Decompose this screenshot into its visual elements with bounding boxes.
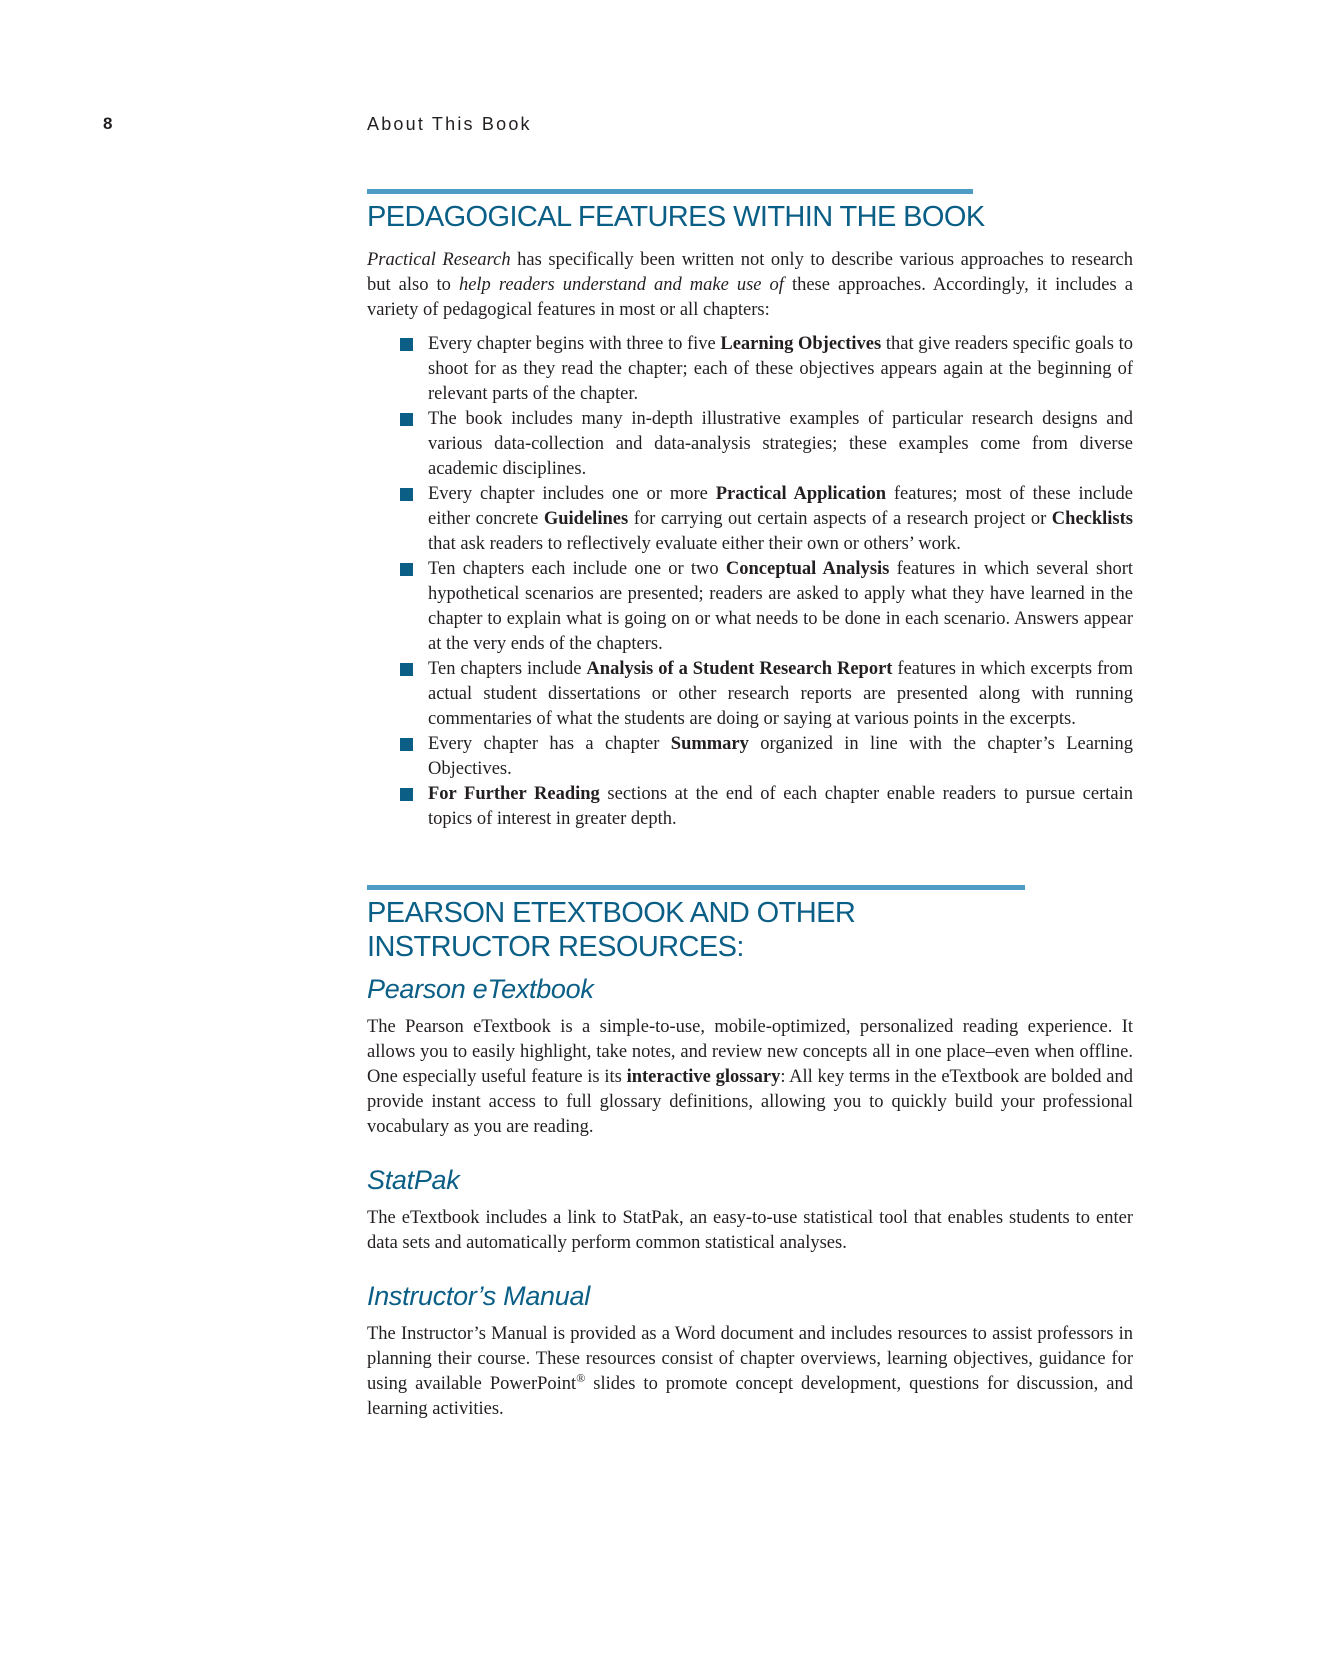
list-item: Every chapter has a chapter Summary organized in line with the chapter’s Learning Objectives. <box>428 732 1133 782</box>
list-item: Ten chapters each include one or two Conceptual Analysis features in which several short hypothetical scenarios are presented; readers are asked to apply what they have learned in the chapter to explain what is going on or what needs to be done in each scenario. Answers appear at the very ends of the chapters. <box>428 557 1133 657</box>
statpak-paragraph: The eTextbook includes a link to StatPak, an easy-to-use statistical tool that enables students to enter data sets and automatically perform common statistical analyses. <box>367 1208 1133 1253</box>
subheading-statpak: StatPak <box>367 1165 460 1195</box>
etextbook-paragraph: The Pearson eTextbook is a simple-to-use, mobile-optimized, personalized reading experience. It allows you to easily highlight, take notes, and review new concepts all in one place–even when offline. One especially useful feature is its interactive glossary: All key terms in the eTextbook are bolded and provide instant access to full glossary definitions, allowing you to quickly build your professional vocabulary as you are reading. <box>367 1017 1133 1137</box>
subheading-instructors-manual: Instructor’s Manual <box>367 1281 590 1311</box>
list-item: The book includes many in-depth illustrative examples of particular research designs and various data-collection and data-analysis strategies; these examples come from diverse academic disciplines. <box>428 407 1133 482</box>
running-head: About This Book <box>367 114 532 134</box>
manual-paragraph: The Instructor’s Manual is provided as a Word document and includes resources to assist professors in planning their course. These resources consist of chapter overviews, learning objectives, guidance for using available PowerPoint® slides to promote concept development, questions for discussion, and learning activities. <box>367 1324 1133 1419</box>
square-bullet-icon <box>400 413 413 426</box>
section-rule <box>367 885 1025 890</box>
section-heading-pearson-resources: PEARSON ETEXTBOOK AND OTHER INSTRUCTOR RESOURCES: <box>367 897 856 963</box>
page-content <box>367 189 1133 1422</box>
page-number: 8 <box>103 114 113 133</box>
list-item: For Further Reading sections at the end of each chapter enable readers to pursue certain topics of interest in greater depth. <box>428 782 1133 832</box>
square-bullet-icon <box>400 738 413 751</box>
square-bullet-icon <box>400 788 413 801</box>
section-heading-pedagogical-features: PEDAGOGICAL FEATURES WITHIN THE BOOK <box>367 201 985 233</box>
square-bullet-icon <box>400 338 413 351</box>
features-list <box>367 332 1133 832</box>
book-title: Practical Research <box>367 250 511 270</box>
section-rule <box>367 189 973 194</box>
list-item: Every chapter begins with three to five Learning Objectives that give readers specific goals to shoot for as they read the chapter; each of these objectives appears again at the beginning of relevant parts of the chapter. <box>428 332 1133 407</box>
intro-paragraph: Practical Research has specifically been written not only to describe various approaches to research but also to help readers understand and make use of these approaches. Accordingly, it includes a variety of pedagogical features in most or all chapters: <box>367 250 1133 320</box>
square-bullet-icon <box>400 488 413 501</box>
list-item: Every chapter includes one or more Practical Application features; most of these include either concrete Guidelines for carrying out certain aspects of a research project or Checklists that ask readers to reflectively evaluate either their own or others’ work. <box>428 482 1133 557</box>
subheading-pearson-etextbook: Pearson eTextbook <box>367 974 594 1004</box>
square-bullet-icon <box>400 563 413 576</box>
square-bullet-icon <box>400 663 413 676</box>
list-item: Ten chapters include Analysis of a Student Research Report features in which excerpts from actual student dissertations or other research reports are presented along with running commentaries of what the students are doing or saying at various points in the excerpts. <box>428 657 1133 732</box>
